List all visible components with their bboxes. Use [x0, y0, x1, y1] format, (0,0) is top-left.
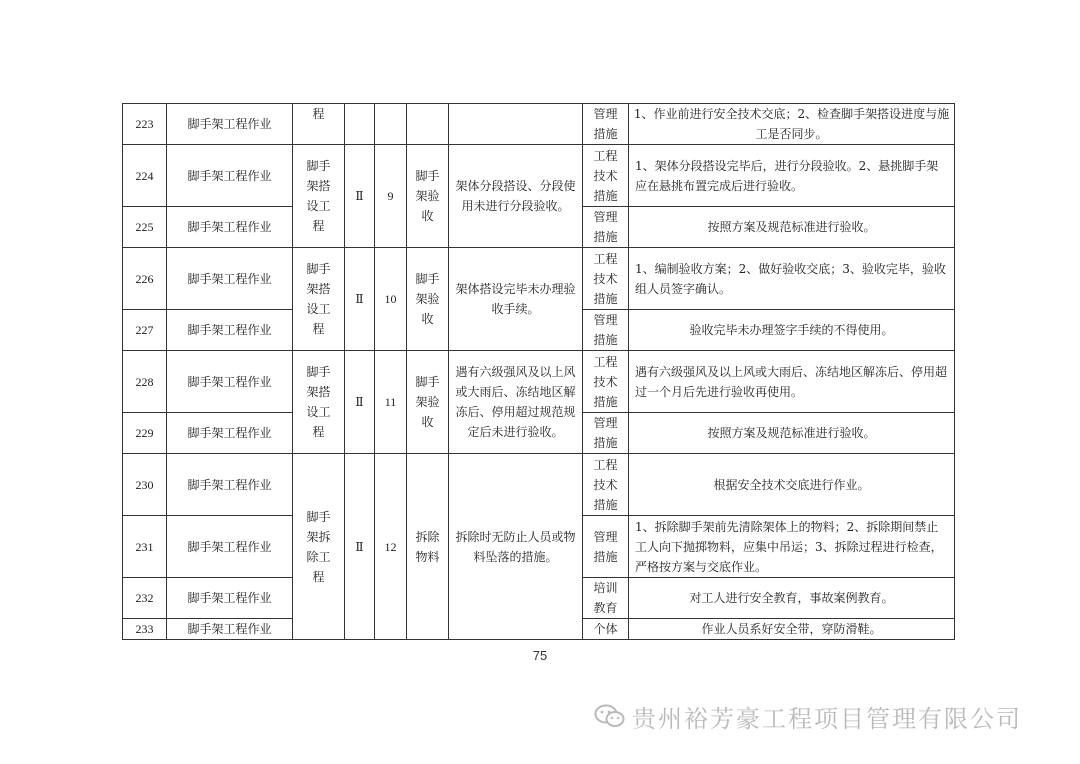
- stacked-text-line: 收: [421, 415, 434, 429]
- stacked-text-line: 程: [312, 322, 325, 336]
- stacked-text-line: 设工: [306, 199, 331, 213]
- control-measure: 按照方案及规范标准进行验收。: [629, 413, 955, 454]
- table-row: [123, 145, 955, 207]
- stacked-text-line: 架搭: [306, 385, 331, 399]
- measure-type: [583, 351, 629, 413]
- row-number: 225: [123, 207, 167, 248]
- stacked-text-line: 管理: [593, 416, 618, 430]
- row-number: 224: [123, 145, 167, 207]
- stacked-text-line: 措施: [593, 497, 618, 512]
- stacked-text-line: 教育: [593, 601, 618, 615]
- stacked-text-line: 收: [421, 312, 434, 326]
- work-type: 脚手架工程作业: [167, 310, 293, 351]
- stacked-text-line: 措施: [593, 436, 618, 450]
- row-number: 230: [123, 454, 167, 516]
- measure-type: [583, 413, 629, 454]
- stacked-text-line: 架搭: [306, 282, 331, 296]
- stacked-text-line: 设工: [306, 302, 331, 316]
- watermark: [594, 698, 1022, 734]
- stacked-text-line: 技术: [593, 374, 618, 389]
- stacked-text-line: 措施: [593, 230, 618, 244]
- stacked-text-line: 脚手: [415, 272, 440, 286]
- stacked-text-line: 脚手: [306, 262, 331, 276]
- watermark-text: 贵州裕芳豪工程项目管理有限公司: [632, 704, 1022, 733]
- sub-project: [293, 145, 345, 248]
- stacked-text-line: 工程: [593, 457, 618, 472]
- stacked-text-line: 技术: [593, 477, 618, 492]
- measure-type: [583, 516, 629, 578]
- stacked-text-line: 管理: [593, 210, 618, 224]
- stacked-text-line: 脚手: [415, 169, 440, 183]
- table-row: [123, 104, 955, 145]
- work-type: 脚手架工程作业: [167, 351, 293, 413]
- control-measure: 对工人进行安全教育，事故案例教育。: [629, 578, 955, 619]
- stacked-text-line: 培训: [593, 581, 618, 595]
- hazard-seq: 10: [375, 248, 407, 351]
- work-type: 脚手架工程作业: [167, 413, 293, 454]
- hazard-item: [407, 248, 449, 351]
- row-number: 228: [123, 351, 167, 413]
- control-measure: 验收完毕未办理签字手续的不得使用。: [629, 310, 955, 351]
- measure-type: [583, 454, 629, 516]
- stacked-text-line: 设工: [306, 405, 331, 419]
- row-number: 232: [123, 578, 167, 619]
- hazard-cause: 遇有六级强风及以上风或大雨后、冻结地区解冻后、停用超过规范规定后未进行验收。: [449, 351, 583, 454]
- stacked-text-line: 程: [312, 219, 325, 233]
- hazard-item: [407, 454, 449, 640]
- measure-type: [583, 104, 629, 145]
- work-type: 脚手架工程作业: [167, 248, 293, 310]
- row-number: 233: [123, 619, 167, 640]
- stacked-text-line: 物料: [415, 549, 440, 564]
- work-type: 脚手架工程作业: [167, 454, 293, 516]
- stacked-text-line: 程: [312, 569, 325, 584]
- measure-type: [583, 248, 629, 310]
- row-number: 227: [123, 310, 167, 351]
- hazard-cause: [449, 104, 583, 145]
- hazard-seq: [375, 104, 407, 145]
- risk-control-table: [122, 103, 955, 640]
- control-measure: 1、编制验收方案；2、做好验收交底；3、验收完毕，验收组人员签字确认。: [629, 248, 955, 310]
- stacked-text-line: 架拆: [306, 529, 331, 544]
- work-type: 脚手架工程作业: [167, 207, 293, 248]
- stacked-text-line: 架验: [415, 292, 440, 306]
- work-type: 脚手架工程作业: [167, 104, 293, 145]
- measure-type: 个体: [583, 619, 629, 640]
- stacked-text-line: 脚手: [306, 159, 331, 173]
- stacked-text-line: 脚手: [306, 509, 331, 524]
- risk-level: [345, 104, 375, 145]
- hazard-cause: 架体搭设完毕未办理验收手续。: [449, 248, 583, 351]
- risk-level: Ⅱ: [345, 454, 375, 640]
- stacked-text-line: 架验: [415, 395, 440, 409]
- stacked-text-line: 收: [421, 209, 434, 223]
- stacked-text-line: 程: [312, 425, 325, 439]
- stacked-text-line: 管理: [593, 313, 618, 327]
- stacked-text-line: 脚手: [415, 375, 440, 389]
- measure-type: [583, 145, 629, 207]
- stacked-text-line: 管理: [593, 107, 618, 121]
- stacked-text-line: 工程: [593, 251, 618, 266]
- work-type: 脚手架工程作业: [167, 578, 293, 619]
- sub-project: [293, 248, 345, 351]
- measure-type: [583, 310, 629, 351]
- sub-project: 程: [293, 104, 345, 145]
- hazard-item: [407, 104, 449, 145]
- hazard-seq: 9: [375, 145, 407, 248]
- risk-level: Ⅱ: [345, 145, 375, 248]
- stacked-text-line: 脚手: [306, 365, 331, 379]
- stacked-text-line: 架验: [415, 189, 440, 203]
- stacked-text-line: 除工: [306, 549, 331, 564]
- stacked-text-line: 措施: [593, 291, 618, 306]
- stacked-text-line: 技术: [593, 168, 618, 183]
- page-number: 75: [532, 648, 548, 663]
- stacked-text-line: 技术: [593, 271, 618, 286]
- work-type: 脚手架工程作业: [167, 516, 293, 578]
- sub-project: [293, 351, 345, 454]
- risk-level: Ⅱ: [345, 248, 375, 351]
- work-type: 脚手架工程作业: [167, 145, 293, 207]
- stacked-text-line: 措施: [593, 394, 618, 409]
- stacked-text-line: 架搭: [306, 179, 331, 193]
- measure-type: [583, 578, 629, 619]
- stacked-text-line: 拆除: [415, 529, 440, 544]
- stacked-text-line: 措施: [593, 188, 618, 203]
- measure-type: [583, 207, 629, 248]
- stacked-text-line: 措施: [593, 549, 618, 564]
- sub-project: [293, 454, 345, 640]
- row-number: 223: [123, 104, 167, 145]
- table-row: [123, 248, 955, 310]
- hazard-item: [407, 145, 449, 248]
- control-measure: 1、拆除脚手架前先清除架体上的物料；2、拆除期间禁止工人向下抛掷物料，应集中吊运；3、拆除过程进行检查，严格按方案与交底作业。: [629, 516, 955, 578]
- control-measure: 作业人员系好安全带，穿防滑鞋。: [629, 619, 955, 640]
- control-measure: 根据安全技术交底进行作业。: [629, 454, 955, 516]
- hazard-cause: 架体分段搭设、分段使用未进行分段验收。: [449, 145, 583, 248]
- risk-level: Ⅱ: [345, 351, 375, 454]
- stacked-text-line: 工程: [593, 354, 618, 369]
- wechat-icon: [594, 703, 626, 729]
- table-row: [123, 454, 955, 516]
- hazard-cause: 拆除时无防止人员或物料坠落的措施。: [449, 454, 583, 640]
- control-measure: 1、作业前进行安全技术交底；2、检查脚手架搭设进度与施工是否同步。: [629, 104, 955, 145]
- hazard-seq: 12: [375, 454, 407, 640]
- work-type: 脚手架工程作业: [167, 619, 293, 640]
- stacked-text-line: 措施: [593, 127, 618, 141]
- stacked-text-line: 管理: [593, 529, 618, 544]
- hazard-seq: 11: [375, 351, 407, 454]
- stacked-text-line: 措施: [593, 333, 618, 347]
- hazard-item: [407, 351, 449, 454]
- control-measure: 按照方案及规范标准进行验收。: [629, 207, 955, 248]
- stacked-text-line: 工程: [593, 148, 618, 163]
- row-number: 226: [123, 248, 167, 310]
- row-number: 229: [123, 413, 167, 454]
- control-measure: 1、架体分段搭设完毕后，进行分段验收。2、悬挑脚手架应在悬挑布置完成后进行验收。: [629, 145, 955, 207]
- row-number: 231: [123, 516, 167, 578]
- table-row: [123, 351, 955, 413]
- control-measure: 遇有六级强风及以上风或大雨后、冻结地区解冻后、停用超过一个月后先进行验收再使用。: [629, 351, 955, 413]
